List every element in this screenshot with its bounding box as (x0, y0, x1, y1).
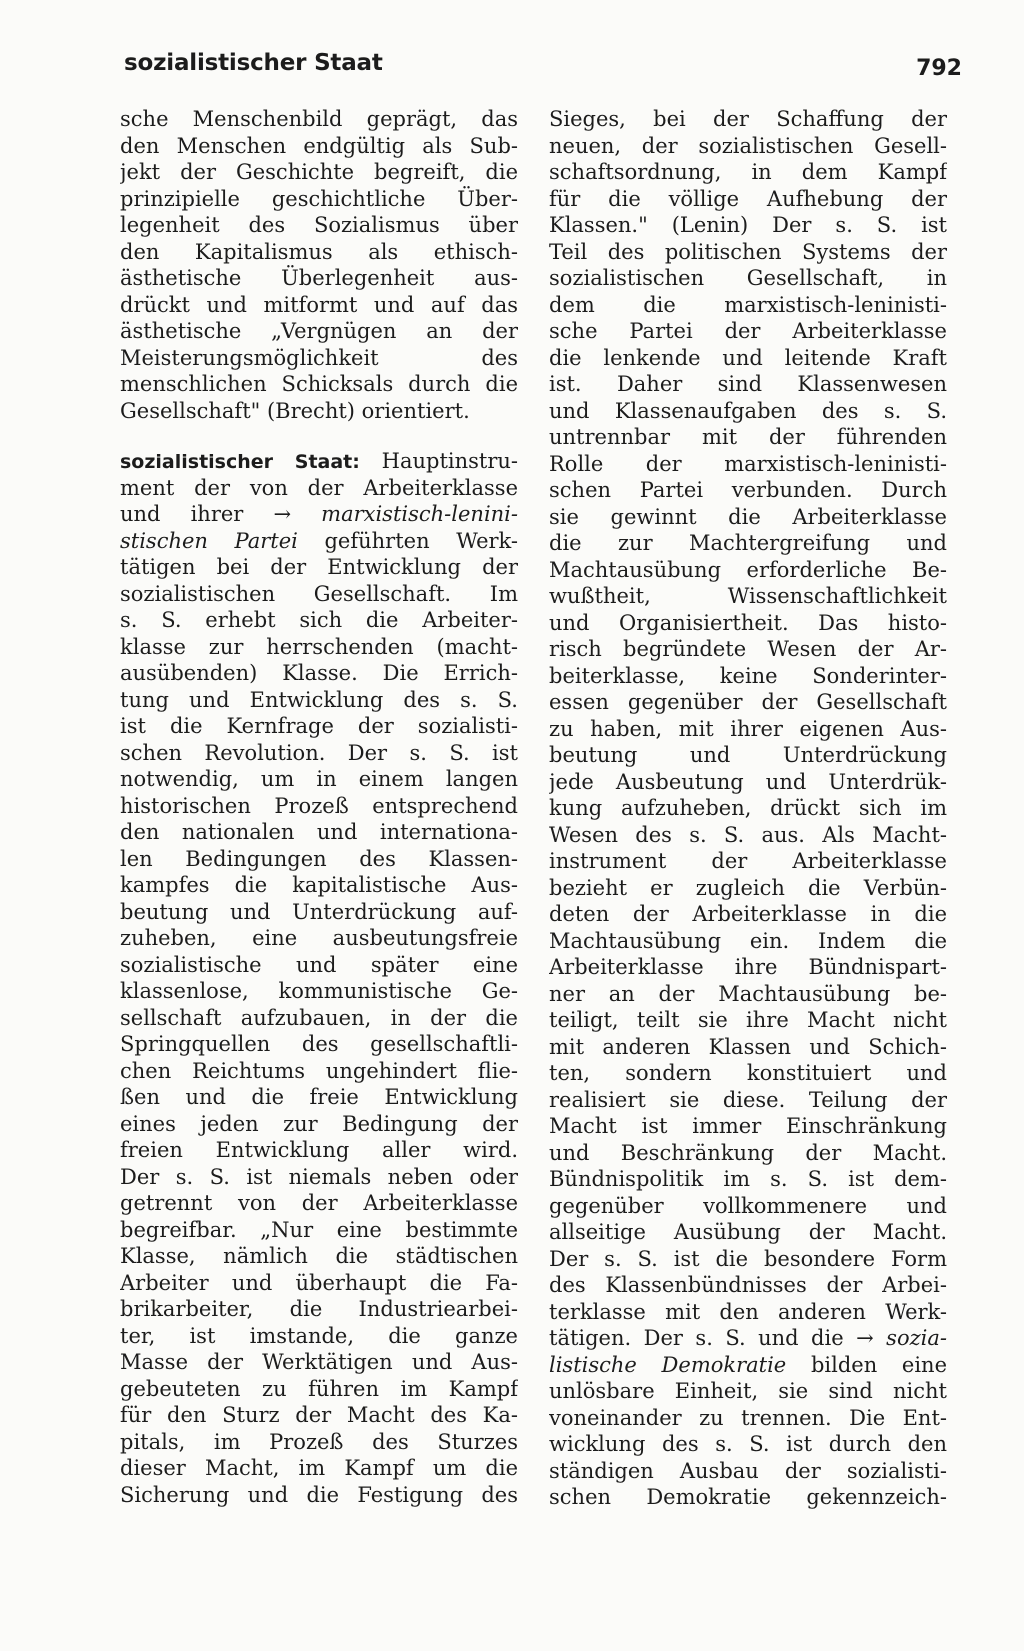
text-line: ästhetische „Vergnügen an der (120, 319, 518, 343)
text-line: drückt und mitformt und auf das (120, 292, 518, 317)
text-line: instrument der Arbeiterklasse (549, 849, 947, 873)
entry-text: Hauptinstru- (359, 449, 518, 473)
text-line: die zur Machtergreifung und (549, 531, 947, 555)
text-line (120, 501, 518, 528)
cross-reference-link[interactable]: → sozia- (856, 1326, 947, 1350)
text-line: gegenüber vollkommenere und (549, 1193, 947, 1218)
text-line: jekt der Geschichte begreift, die (120, 160, 518, 184)
text-line (120, 528, 518, 555)
text-line: essen gegenüber der Gesellschaft (549, 690, 947, 714)
right-column (549, 106, 947, 1511)
text-line: prinzipielle geschichtliche Über- (120, 186, 518, 211)
text-line: kampfes die kapitalistische Aus- (120, 873, 518, 897)
text-line: Klassen." (Lenin) Der s. S. ist (549, 213, 947, 237)
text-line: und Organisiertheit. Das histo- (549, 610, 947, 635)
text-line: voneinander zu trennen. Die Ent- (549, 1405, 947, 1430)
text-line: allseitige Ausübung der Macht. (549, 1220, 947, 1244)
text-line: den Kapitalismus als ethisch- (120, 239, 518, 264)
text-span: bilden eine (786, 1352, 947, 1377)
text-line: den nationalen und internationa- (120, 820, 518, 844)
text-line: teiligt, teilt sie ihre Macht nicht (549, 1008, 947, 1032)
text-line: schen Revolution. Der s. S. ist (120, 740, 518, 765)
text-line: wicklung des s. S. ist durch den (549, 1432, 947, 1456)
text-line: Arbeiterklasse ihre Bündnispart- (549, 955, 947, 979)
text-line: notwendig, um in einem langen (120, 767, 518, 791)
text-line: dieser Macht, im Kampf um die (120, 1456, 518, 1480)
text-line: historischen Prozeß entsprechend (120, 793, 518, 818)
cross-reference-link[interactable]: stischen Partei (120, 528, 298, 553)
text-line: ten, sondern konstituiert und (549, 1061, 947, 1085)
text-line: wußtheit, Wissenschaftlichkeit (549, 584, 947, 608)
entry-body-end (549, 1378, 947, 1511)
text-line: für die völlige Aufhebung der (549, 186, 947, 211)
text-line: schaftsordnung, in dem Kampf (549, 160, 947, 184)
text-line: eines jeden zur Bedingung der (120, 1111, 518, 1136)
text-line: schen Partei verbunden. Durch (549, 478, 947, 502)
text-line: Arbeiter und überhaupt die Fa- (120, 1270, 518, 1295)
text-line: Gesellschaft" (Brecht) orientiert. (120, 398, 470, 423)
text-line: Der s. S. ist die besondere Form (549, 1246, 947, 1271)
text-line: dem die marxistisch-leninisti- (549, 292, 947, 317)
entry-body-continued (549, 106, 947, 1325)
text-line: tung und Entwicklung des s. S. (120, 687, 518, 712)
text-line: beutung und Unterdrückung (549, 743, 947, 767)
text-line: schen Demokratie gekennzeich- (549, 1485, 947, 1509)
text-line: für den Sturz der Macht des Ka- (120, 1403, 518, 1427)
text-line: kung aufzuheben, drückt sich im (549, 796, 947, 820)
text-line: gebeuteten zu führen im Kampf (120, 1376, 518, 1401)
text-line: getrennt von der Arbeiterklasse (120, 1191, 518, 1215)
text-line: Macht ist immer Einschränkung (549, 1114, 947, 1138)
text-line (549, 1325, 947, 1352)
text-line: zuheben, eine ausbeutungsfreie (120, 926, 518, 950)
text-line: deten der Arbeiterklasse in die (549, 902, 947, 926)
text-line: Sicherung und die Festigung des (120, 1482, 518, 1507)
text-line: ner an der Machtausübung be- (549, 981, 947, 1006)
text-line: freien Entwicklung aller wird. (120, 1138, 518, 1162)
left-column (120, 106, 518, 1508)
text-line: Machtausübung erforderliche Be- (549, 557, 947, 582)
text-line: begreifbar. „Nur eine bestimmte (120, 1217, 518, 1242)
entry-body (120, 554, 518, 1508)
text-line: beutung und Unterdrückung auf- (120, 899, 518, 924)
text-line: ter, ist imstande, die ganze (120, 1323, 518, 1348)
text-line: brikarbeiter, die Industriearbei- (120, 1297, 518, 1321)
text-line: Springquellen des gesellschaftli- (120, 1032, 518, 1056)
text-line: ist die Kernfrage der sozialisti- (120, 714, 518, 738)
cross-reference-link[interactable]: listische Demokratie (549, 1352, 787, 1377)
text-line: sellschaft aufzubauen, in der die (120, 1005, 518, 1030)
text-line: len Bedingungen des Klassen- (120, 846, 518, 871)
text-line: s. S. erhebt sich die Arbeiter- (120, 608, 518, 632)
text-line: legenheit des Sozialismus über (120, 213, 518, 237)
text-line: Bündnispolitik im s. S. ist dem- (549, 1167, 947, 1191)
text-line: sche Partei der Arbeiterklasse (549, 319, 947, 343)
text-line: die lenkende und leitende Kraft (549, 345, 947, 370)
running-header-title: sozialistischer Staat (124, 50, 383, 76)
text-line: klassenlose, kommunistische Ge- (120, 979, 518, 1003)
text-line: Teil des politischen Systems der (549, 239, 947, 264)
text-line: jede Ausbeutung und Unterdrük- (549, 769, 947, 794)
text-line: Rolle der marxistisch-leninisti- (549, 451, 947, 476)
text-line: ist. Daher sind Klassenwesen (549, 372, 947, 396)
text-line: unlösbare Einheit, sie sind nicht (549, 1379, 947, 1403)
text-line: ment der von der Arbeiterklasse (120, 475, 518, 500)
text-line: Masse der Werktätigen und Aus- (120, 1350, 518, 1374)
text-span: tätigen. Der s. S. und die (549, 1326, 857, 1350)
text-line: sozialistischen Gesellschaft. Im (120, 581, 518, 606)
text-line: den Menschen endgültig als Sub- (120, 133, 518, 158)
text-line: sozialistische und später eine (120, 952, 518, 977)
text-line: und Beschränkung der Macht. (549, 1140, 947, 1165)
text-line: ausübenden) Klasse. Die Errich- (120, 661, 518, 685)
text-line: beiterklasse, keine Sonderinter- (549, 663, 947, 688)
text-line: Klasse, nämlich die städtischen (120, 1244, 518, 1268)
text-line: sche Menschenbild geprägt, das (120, 107, 518, 131)
cross-reference-link[interactable]: → marxistisch-lenini- (273, 502, 518, 526)
text-line: ständigen Ausbau der sozialisti- (549, 1458, 947, 1483)
text-line: sozialistischen Gesellschaft, in (549, 266, 947, 290)
text-line: terklasse mit den anderen Werk- (549, 1299, 947, 1324)
text-line: chen Reichtums ungehindert flie- (120, 1058, 518, 1083)
text-line: realisiert sie diese. Teilung der (549, 1087, 947, 1112)
text-line: neuen, der sozialistischen Gesell- (549, 133, 947, 158)
entry-term: sozialistischer Staat: (120, 451, 360, 473)
text-line (549, 1352, 947, 1379)
text-line: menschlichen Schicksals durch die (120, 372, 518, 396)
text-line: Machtausübung ein. Indem die (549, 928, 947, 953)
text-line: mit anderen Klassen und Schich- (549, 1034, 947, 1059)
text-line: Wesen des s. S. aus. Als Macht- (549, 822, 947, 847)
text-line: klasse zur herrschenden (macht- (120, 634, 518, 659)
text-line: Der s. S. ist niemals neben oder (120, 1164, 518, 1189)
text-line: des Klassenbündnisses der Arbei- (549, 1273, 947, 1297)
text-line: und Klassenaufgaben des s. S. (549, 398, 947, 423)
paragraph-continuation (120, 106, 518, 424)
text-span: geführten Werk- (297, 528, 518, 553)
text-line: untrennbar mit der führenden (549, 425, 947, 449)
text-line: risch begründete Wesen der Ar- (549, 637, 947, 661)
text-line: sie gewinnt die Arbeiterklasse (549, 504, 947, 529)
text-line: pitals, im Prozeß des Sturzes (120, 1429, 518, 1454)
text-span: und ihrer (120, 502, 274, 526)
text-line: bezieht er zugleich die Verbün- (549, 875, 947, 900)
page-number: 792 (916, 56, 962, 81)
text-line: tätigen bei der Entwicklung der (120, 555, 518, 579)
text-line: zu haben, mit ihrer eigenen Aus- (549, 716, 947, 741)
text-line: Sieges, bei der Schaffung der (549, 107, 947, 131)
text-line: ßen und die freie Entwicklung (120, 1085, 518, 1109)
entry-headline (120, 448, 518, 475)
text-line: ästhetische Überlegenheit aus- (120, 266, 518, 290)
text-line: Meisterungsmöglichkeit des (120, 345, 518, 370)
